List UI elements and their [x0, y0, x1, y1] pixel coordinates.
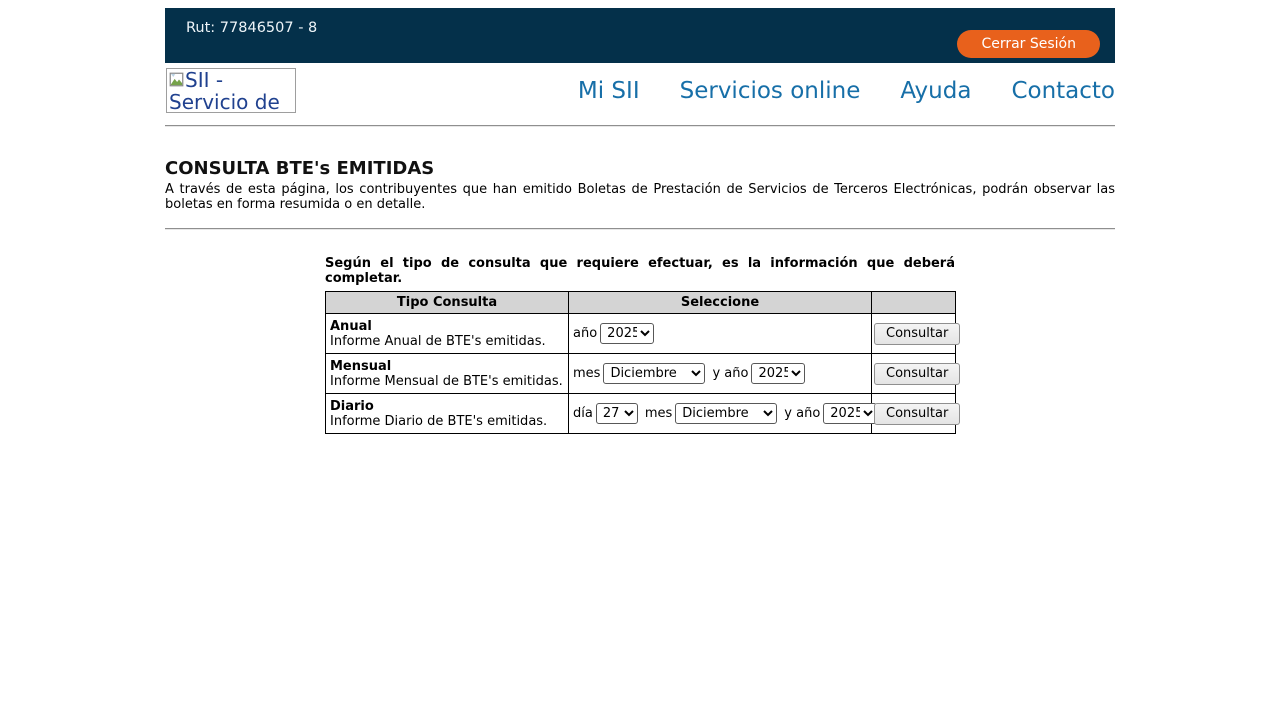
- consultar-anual-button[interactable]: Consultar: [874, 323, 960, 345]
- diario-year-label: y año: [784, 406, 821, 421]
- row-title-diario: Diario: [330, 398, 374, 414]
- nav-mi-sii[interactable]: Mi SII: [577, 78, 640, 104]
- table-row-diario: [326, 394, 956, 434]
- mensual-month-label: mes: [573, 366, 601, 381]
- page-container: [165, 8, 1115, 434]
- instruction-text: Según el tipo de consulta que requiere efectuar, es la información que deberá completar.: [325, 256, 955, 286]
- table-header-row: [326, 292, 956, 314]
- row-title-anual: Anual: [330, 318, 372, 334]
- mensual-month-select[interactable]: [603, 363, 705, 384]
- diario-year-select[interactable]: [823, 403, 877, 424]
- header-divider: [165, 125, 1115, 127]
- nav-contacto[interactable]: Contacto: [1011, 78, 1115, 104]
- row-subtitle-mensual: Informe Mensual de BTE's emitidas.: [330, 373, 563, 389]
- header: [165, 63, 1115, 125]
- diario-month-label: mes: [644, 406, 673, 421]
- diario-month-select[interactable]: [675, 403, 777, 424]
- row-subtitle-anual: Informe Anual de BTE's emitidas.: [330, 333, 546, 349]
- rut-label: Rut: 77846507 - 8: [186, 20, 318, 36]
- anual-year-select[interactable]: [600, 323, 654, 344]
- nav-ayuda[interactable]: Ayuda: [900, 78, 972, 104]
- col-header-tipo-consulta: Tipo Consulta: [326, 292, 569, 314]
- topbar: [165, 8, 1115, 63]
- consulta-section: [325, 256, 955, 434]
- logo-alt-text: SII - Servicio de: [169, 68, 280, 113]
- nav-servicios-online[interactable]: Servicios online: [679, 78, 861, 104]
- row-subtitle-diario: Informe Diario de BTE's emitidas.: [330, 413, 548, 429]
- diario-day-select[interactable]: [596, 403, 638, 424]
- mensual-year-label: y año: [712, 366, 749, 381]
- section-divider: [165, 228, 1115, 230]
- broken-image-icon: [169, 69, 184, 91]
- page-title: CONSULTA BTE's EMITIDAS: [165, 158, 435, 179]
- col-header-action: [872, 292, 956, 314]
- row-title-mensual: Mensual: [330, 358, 392, 374]
- main-nav: [578, 78, 1115, 104]
- page-description: A través de esta página, los contribuyentes que han emitido Boletas de Prestación de Servicios de Terceros Electrónicas, podrán observar las boletas en forma resumida o en detalle.: [165, 182, 1115, 212]
- col-header-seleccione: Seleccione: [569, 292, 872, 314]
- mensual-year-select[interactable]: [751, 363, 805, 384]
- table-row-anual: [326, 314, 956, 354]
- table-row-mensual: [326, 354, 956, 394]
- consultar-diario-button[interactable]: Consultar: [874, 403, 960, 425]
- consulta-table: [325, 291, 956, 434]
- anual-year-label: año: [573, 326, 598, 341]
- diario-day-label: día: [573, 406, 593, 421]
- logout-button[interactable]: Cerrar Sesión: [957, 30, 1100, 58]
- sii-logo[interactable]: [166, 68, 296, 113]
- consultar-mensual-button[interactable]: Consultar: [874, 363, 960, 385]
